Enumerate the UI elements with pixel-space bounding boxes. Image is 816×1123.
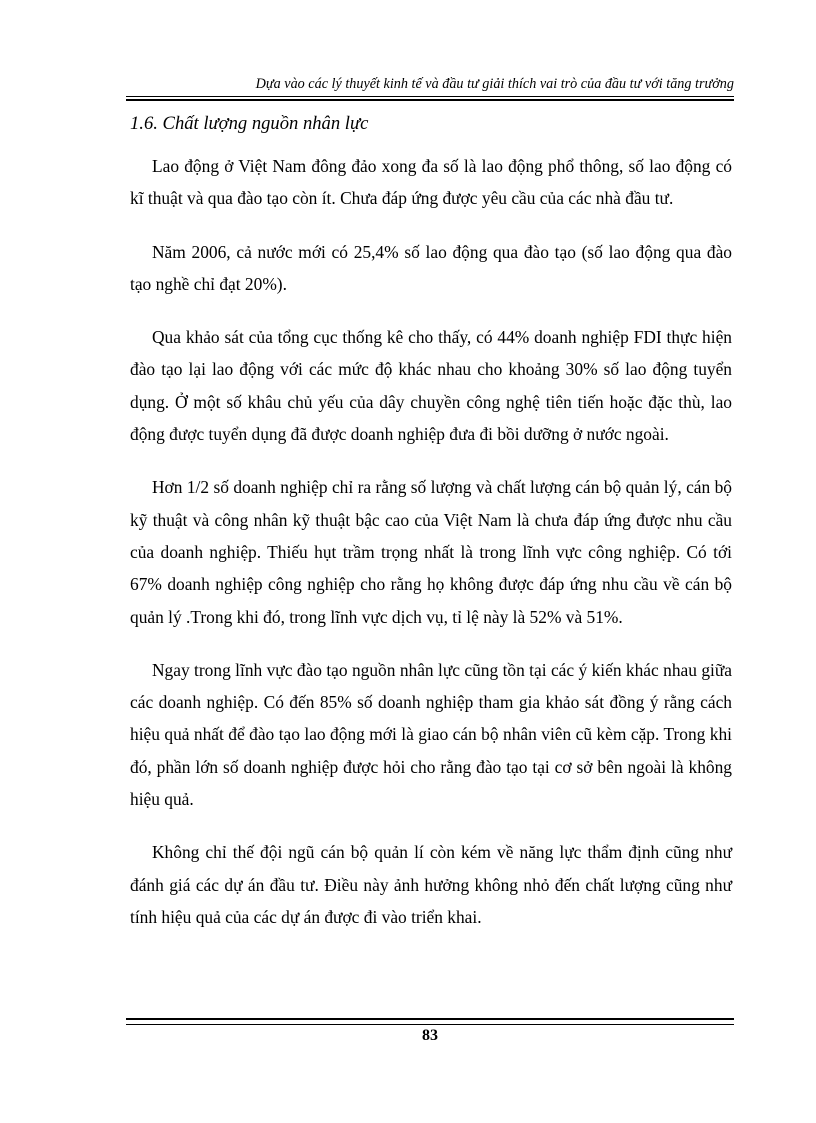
body-text [130, 150, 732, 954]
running-header-title: Dựa vào các lý thuyết kinh tế và đầu tư giải thích vai trò của đầu tư với tăng trưởng [255, 76, 734, 92]
section-heading: 1.6. Chất lượng nguồn nhân lực [130, 113, 369, 134]
paragraph-management-shortage: Hơn 1/2 số doanh nghiệp chỉ ra rằng số lượng và chất lượng cán bộ quản lý, cán bộ kỹ thuật và công nhân kỹ thuật bậc cao của Việt Nam là chưa đáp ứng được nhu cầu của doanh nghiệp. Thiếu hụt trầm trọng nhất là trong lĩnh vực công nghiệp. Có tới 67% doanh nghiệp công nghiệp cho rằng họ không được đáp ứng nhu cầu về cán bộ quản lý .Trong khi đó, trong lĩnh vực dịch vụ, tỉ lệ này là 52% và 51%. [130, 477, 732, 627]
footer-rule-thick [126, 1018, 734, 1020]
paragraph-fdi-survey: Qua khảo sát của tổng cục thống kê cho thấy, có 44% doanh nghiệp FDI thực hiện đào tạo lại lao động với các mức độ khác nhau cho khoảng 30% số lao động tuyển dụng. Ở một số khâu chủ yếu của dây chuyền công nghệ tiên tiến hoặc đặc thù, lao động được tuyển dụng đã được doanh nghiệp đưa đi bồi dưỡng ở nước ngoài. [130, 327, 732, 445]
header-rule-thin [126, 96, 734, 97]
paragraph-labor-overview: Lao động ở Việt Nam đông đảo xong đa số là lao động phổ thông, số lao động có kĩ thuật và qua đào tạo còn ít. Chưa đáp ứng được yêu cầu của các nhà đầu tư. [130, 156, 732, 209]
paragraph-appraisal-capacity: Không chỉ thế đội ngũ cán bộ quản lí còn kém về năng lực thẩm định cũng như đánh giá các dự án đầu tư. Điều này ảnh hưởng không nhỏ đến chất lượng cũng như tính hiệu quả của các dự án được đi vào triển khai. [130, 842, 732, 927]
footer-rule-thin [126, 1024, 734, 1025]
page-number: 83 [422, 1027, 438, 1044]
header-rule-thick [126, 99, 734, 101]
paragraph-training-rate-2006: Năm 2006, cả nước mới có 25,4% số lao động qua đào tạo (số lao động qua đào tạo nghề chỉ đạt 20%). [130, 241, 732, 294]
paragraph-training-opinions: Ngay trong lĩnh vực đào tạo nguồn nhân lực cũng tồn tại các ý kiến khác nhau giữa các doanh nghiệp. Có đến 85% số doanh nghiệp tham gia khảo sát đồng ý rằng cách hiệu quả nhất để đào tạo lao động mới là giao cán bộ nhân viên cũ kèm cặp. Trong khi đó, phần lớn số doanh nghiệp được hỏi cho rằng đào tạo tại cơ sở bên ngoài là không hiệu quả. [130, 659, 732, 810]
